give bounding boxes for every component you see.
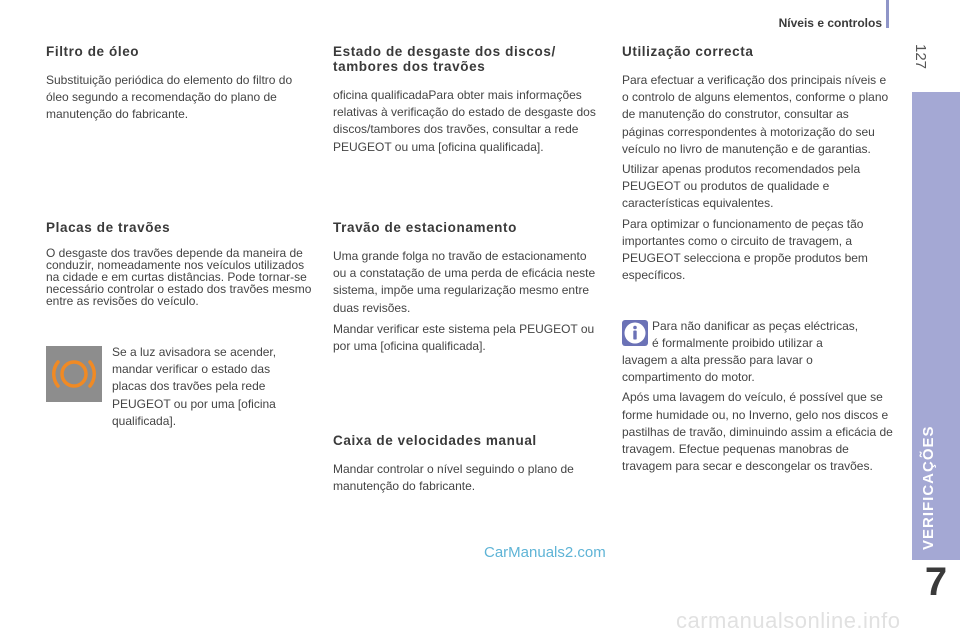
correct-use-p4: Após uma lavagem do veículo, é possível que se forme humidade ou, no Inverno, gelo nos discos e pastilhas de travão, diminuindo assim a eficácia de travagem. Efectue pequenas manobras de travagem para secar e descongelar os travões. bbox=[622, 390, 893, 474]
correct-use-section bbox=[622, 44, 894, 284]
parking-brake-title: Travão de estacionamento bbox=[333, 220, 517, 235]
gearbox-title: Caixa de velocidades manual bbox=[333, 433, 537, 448]
disc-wear-body: oficina qualificadaPara obter mais informações relativas à verificação do estado de desgaste dos discos/tambores dos travões, consultar a rede PEUGEOT ou uma [oficina qualificada]. bbox=[333, 88, 596, 154]
running-header: Níveis e controlos bbox=[778, 16, 882, 30]
watermark-carmanualsonline: carmanualsonline.info bbox=[676, 608, 901, 633]
gearbox-section bbox=[333, 433, 601, 495]
page-number: 127 bbox=[912, 44, 929, 70]
parking-brake-section bbox=[333, 220, 601, 355]
watermark-carmanuals: CarManuals2.com bbox=[484, 544, 606, 561]
info-icon bbox=[622, 320, 648, 346]
info-note-line-2: é formalmente proibido utilizar a bbox=[652, 336, 823, 351]
brake-warning-icon bbox=[46, 346, 102, 402]
oil-filter-section bbox=[46, 44, 316, 124]
brake-pads-body: O desgaste dos travões depende da maneira de conduzir, nomeadamente nos veículos utilizados na cidade e em curtas distâncias. Pode tornar-se necessário controlar o estado dos travões mesmo entre as revisões do veículo. bbox=[46, 246, 312, 308]
correct-use-p1: Para efectuar a verificação dos principais níveis e o controlo de alguns elementos, conforme o plano de manutenção do construtor, consultar as páginas correspondentes à motorização do seu veículo no livro de manutenção e de garantias. bbox=[622, 73, 889, 156]
brake-warning-note bbox=[112, 344, 308, 430]
info-note-head bbox=[652, 318, 894, 352]
oil-filter-title: Filtro de óleo bbox=[46, 44, 140, 59]
chapter-label: VERIFICAÇÕES bbox=[920, 425, 937, 550]
disc-wear-section bbox=[333, 44, 601, 156]
chapter-number: 7 bbox=[924, 560, 948, 604]
disc-wear-title: Estado de desgaste dos discos/ tambores dos travões bbox=[333, 44, 556, 74]
brake-pads-title: Placas de travões bbox=[46, 220, 171, 235]
gearbox-body: Mandar controlar o nível seguindo o plano de manutenção do fabricante. bbox=[333, 462, 574, 494]
info-note-line-1: Para não danificar as peças eléctricas, bbox=[652, 319, 859, 333]
parking-brake-body-2: Mandar verificar este sistema pela PEUGEOT ou por uma [oficina qualificada]. bbox=[333, 321, 595, 354]
header-accent-bar bbox=[886, 0, 889, 28]
brake-pads-section bbox=[46, 220, 316, 307]
oil-filter-body: Substituição periódica do elemento do filtro do óleo segundo a recomendação do plano de manutenção do fabricante. bbox=[46, 73, 293, 122]
correct-use-p2: Utilizar apenas produtos recomendados pela PEUGEOT ou produtos de qualidade e características equivalentes. bbox=[622, 162, 861, 211]
correct-use-p3: Para optimizar o funcionamento de peças tão importantes como o circuito de travagem, a PEUGEOT selecciona e propõe produtos bem específicos. bbox=[622, 216, 868, 283]
correct-use-title: Utilização correcta bbox=[622, 44, 754, 59]
info-note-body bbox=[622, 352, 894, 475]
parking-brake-body-1: Uma grande folga no travão de estacionamento ou a constatação de uma perda de eficácia neste sistema, impõe uma regularização mesmo entre duas revisões. bbox=[333, 249, 596, 315]
brake-warning-text: Se a luz avisadora se acender, mandar verificar o estado das placas dos travões pela rede PEUGEOT ou por uma [oficina qualificada]. bbox=[112, 345, 277, 428]
info-note-rest: lavagem a alta pressão para lavar o compartimento do motor. bbox=[622, 353, 813, 385]
